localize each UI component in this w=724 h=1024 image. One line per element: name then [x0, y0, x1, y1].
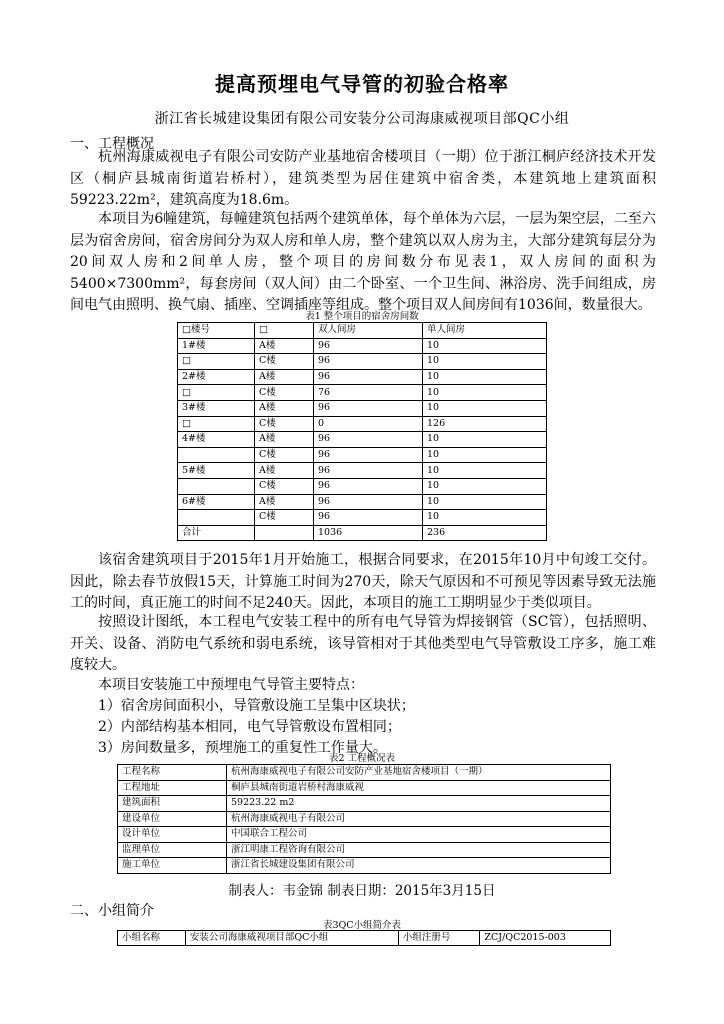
table-cell: 10: [423, 510, 547, 526]
table-cell: 小组注册号: [398, 931, 480, 946]
table-row: [178, 385, 547, 401]
table-cell: 监理单位: [118, 842, 227, 858]
table-cell: A楼: [255, 463, 314, 479]
table-cell: 10: [423, 338, 547, 354]
table-row: [178, 447, 547, 463]
table-cell: 安装公司海康威视项目部QC小组: [185, 931, 398, 946]
qc-group-table: [117, 930, 611, 946]
table-row: [118, 811, 611, 827]
table-cell: 工程名称: [118, 765, 227, 781]
table-cell: 96: [314, 494, 423, 510]
table-header-cell: 单人间房: [423, 323, 547, 339]
paragraph-buildings: 本项目为6幢建筑，每幢建筑包括两个建筑单体，每个单体为六层，一层为架空层，二至六层为宿舍房间，宿舍房间分为双人房和单人房，整个建筑以双人房为主，大部分建筑每层分为20间双人房和2间单人房，整个项目的房间数分布见表1，双人房间的面积为5400×7300mm²，每套房间（双人间）由二个卧室、一个卫生间、淋浴房、洗手间组成，房间电气由照明、换气扇、插座、空调插座等组成。整个项目双人间房间有1036间，数量很大。: [70, 211, 656, 313]
paragraph-features-intro: 本项目安装施工中预埋电气导管主要特点：: [98, 677, 364, 693]
table-cell: [178, 510, 255, 526]
table-cell: 76: [314, 385, 423, 401]
document-title: 提高预埋电气导管的初验合格率: [215, 72, 509, 96]
table-cell: 126: [423, 416, 547, 432]
table-row: [178, 354, 547, 370]
table-cell: 96: [314, 463, 423, 479]
paragraph-schedule: 该宿舍建筑项目于2015年1月开始施工，根据合同要求，在2015年10月中旬竣工交付。因此，除去春节放假15天，计算施工时间为270天，除天气原因和不可预见等因素导致无法施工的时间，真正施工的时间不足240天。因此，本项目的施工工期明显少于类似项目。: [70, 552, 656, 611]
table-row: [178, 510, 547, 526]
table-cell: [178, 447, 255, 463]
table-cell: A楼: [255, 400, 314, 416]
table-cell: 96: [314, 510, 423, 526]
table-cell: 建设单位: [118, 811, 227, 827]
table-cell: 0: [314, 416, 423, 432]
table-row: [178, 416, 547, 432]
table-cell: 杭州海康威视电子有限公司: [227, 811, 611, 827]
table2-caption: 表2 工程概况表: [328, 753, 396, 764]
table-row: [178, 369, 547, 385]
table-cell: 10: [423, 463, 547, 479]
table-row: [178, 494, 547, 510]
table-cell: 96: [314, 478, 423, 494]
table-cell: A楼: [255, 494, 314, 510]
table-header-cell: 双人间房: [314, 323, 423, 339]
paragraph-overview: 杭州海康威视电子有限公司安防产业基地宿舍楼项目（一期）位于浙江桐庐经济技术开发区（桐庐县城南街道岩桥村），建筑类型为居住建筑中宿舍类，本建筑地上建筑面积59223.22m²，建筑高度为18.6m。: [70, 149, 656, 208]
table-row: [118, 827, 611, 843]
section-heading-1: 一、工程概况: [70, 136, 154, 152]
table-cell: C楼: [255, 510, 314, 526]
table-cell: C楼: [255, 447, 314, 463]
table-cell: □: [178, 385, 255, 401]
table-cell: 10: [423, 385, 547, 401]
table-cell: 小组名称: [118, 931, 186, 946]
table-header-row: [178, 323, 547, 339]
table-cell: A楼: [255, 369, 314, 385]
table-cell: [178, 478, 255, 494]
table-cell: A楼: [255, 338, 314, 354]
table-row: [118, 780, 611, 796]
table-row: [118, 796, 611, 812]
table-header-cell: □: [255, 323, 314, 339]
table1-caption: 表1 整个项目的宿舍房间数: [305, 311, 419, 322]
table-cell: 96: [314, 369, 423, 385]
table-cell: 建筑面积: [118, 796, 227, 812]
table-row: [118, 842, 611, 858]
table-cell: 10: [423, 478, 547, 494]
table-cell: 10: [423, 400, 547, 416]
table-cell: C楼: [255, 478, 314, 494]
table-cell: 5#楼: [178, 463, 255, 479]
paragraph-conduit: 按照设计图纸，本工程电气安装工程中的所有电气导管为焊接钢管（SC管），包括照明、开关、设备、消防电气系统和弱电系统，该导管相对于其他类型电气导管敷设工序多，施工难度较大。: [70, 614, 656, 673]
section-heading-2: 二、小组简介: [70, 903, 154, 919]
table-cell: 1036: [314, 525, 423, 541]
feature-point-1: 1）宿舍房间面积小，导管敷设施工呈集中区块状；: [98, 698, 415, 714]
table-cell: 杭州海康威视电子有限公司安防产业基地宿舍楼项目（一期）: [227, 765, 611, 781]
table-cell: [255, 525, 314, 541]
table-row: [178, 478, 547, 494]
table-cell: 浙江省长城建设集团有限公司: [227, 858, 611, 874]
table-cell: 10: [423, 369, 547, 385]
table-row: [178, 400, 547, 416]
table-cell: 236: [423, 525, 547, 541]
table-cell: 桐庐县城南街道岩桥村海康威视: [227, 780, 611, 796]
table-cell: C楼: [255, 385, 314, 401]
table-signature: 制表人：韦金锦 制表日期：2015年3月15日: [228, 883, 496, 899]
table-cell: □: [178, 416, 255, 432]
table-cell: 96: [314, 338, 423, 354]
table-row: [118, 765, 611, 781]
table-cell: 4#楼: [178, 432, 255, 448]
table-cell: 施工单位: [118, 858, 227, 874]
table-row: [118, 931, 611, 946]
table-cell: □: [178, 354, 255, 370]
table-cell: 2#楼: [178, 369, 255, 385]
table-cell: 10: [423, 494, 547, 510]
table-cell: 浙江明康工程咨询有限公司: [227, 842, 611, 858]
project-overview-table: [117, 764, 611, 874]
room-count-table: [177, 322, 547, 541]
table-cell: 96: [314, 447, 423, 463]
table-row: [118, 858, 611, 874]
table-row: [178, 525, 547, 541]
table-cell: 6#楼: [178, 494, 255, 510]
table-cell: 96: [314, 432, 423, 448]
table-cell: 工程地址: [118, 780, 227, 796]
table-cell: 10: [423, 447, 547, 463]
table-cell: 设计单位: [118, 827, 227, 843]
table-cell: 10: [423, 354, 547, 370]
table-cell: 中国联合工程公司: [227, 827, 611, 843]
table-cell: ZCJ/QC2015-003: [480, 931, 611, 946]
table-cell: 1#楼: [178, 338, 255, 354]
feature-point-2: 2）内部结构基本相同，电气导管敷设布置相同；: [98, 719, 401, 735]
table-cell: 96: [314, 400, 423, 416]
table-header-cell: □楼号: [178, 323, 255, 339]
table-cell: C楼: [255, 416, 314, 432]
table-row: [178, 463, 547, 479]
table-cell: C楼: [255, 354, 314, 370]
table-cell: 10: [423, 432, 547, 448]
table-row: [178, 338, 547, 354]
table-cell: 59223.22 m2: [227, 796, 611, 812]
table-cell: 96: [314, 354, 423, 370]
table-cell: 3#楼: [178, 400, 255, 416]
table-cell: 合计: [178, 525, 255, 541]
document-subtitle: 浙江省长城建设集团有限公司安装分公司海康威视项目部QC小组: [154, 111, 570, 127]
feature-point-3: 3）房间数量多，预埋施工的重复性工作量大。: [98, 740, 387, 756]
table-row: [178, 432, 547, 448]
table-cell: A楼: [255, 432, 314, 448]
table3-caption: 表3QC小组简介表: [322, 920, 402, 931]
